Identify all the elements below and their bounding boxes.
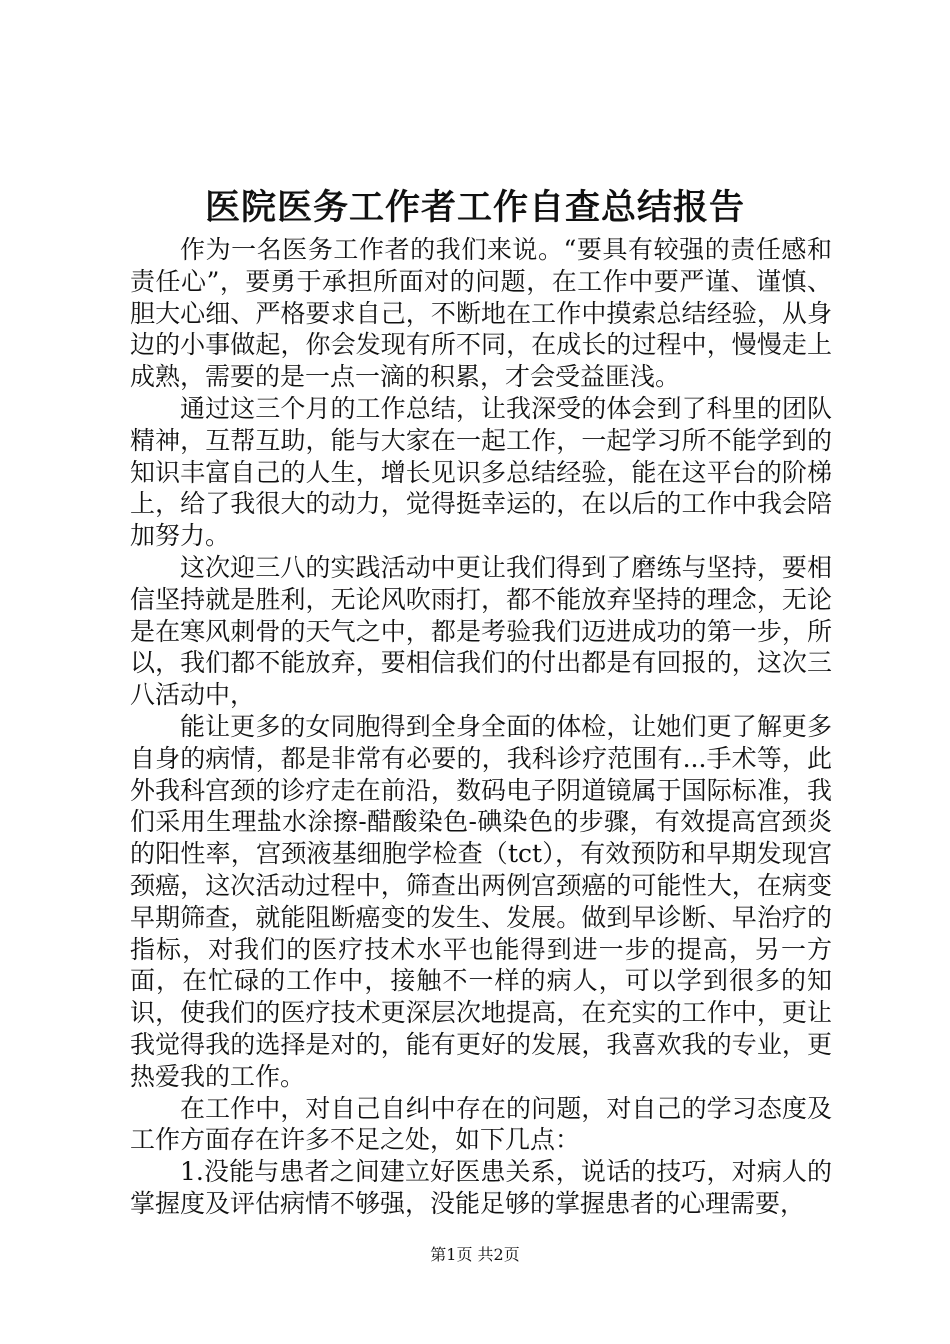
document-title: 医院医务工作者工作自查总结报告	[204, 187, 745, 228]
page-number-footer: 第1页 共2页	[430, 1245, 520, 1264]
paragraph-2: 通过这三个月的工作总结，让我深受的体会到了科里的团队精神，互帮互助，能与大家在一起工作，一起学习所不能学到的知识丰富自己的人生，增长见识多总结经验，能在这平台的阶梯上，给了我很大的动力，觉得挺幸运的，在以后的工作中我会陪加努力。	[130, 393, 832, 551]
paragraph-3: 这次迎三八的实践活动中更让我们得到了磨练与坚持，要相信坚持就是胜利，无论风吹雨打，都不能放弃坚持的理念，无论是在寒风刺骨的天气之中，都是考验我们迈进成功的第一步，所以，我们都不能放弃，要相信我们的付出都是有回报的，这次三八活动中，	[130, 552, 832, 710]
paragraph-5: 在工作中，对自己自纠中存在的问题，对自己的学习态度及工作方面存在许多不足之处，如下几点：	[130, 1093, 832, 1155]
paragraph-4: 能让更多的女同胞得到全身全面的体检，让她们更了解更多自身的病情，都是非常有必要的，我科诊疗范围有...手术等，此外我科宫颈的诊疗走在前沿，数码电子阴道镜属于国际标准，我们采用生理盐水涂擦-醋酸染色-碘染色的步骤，有效提高宫颈炎的阳性率，宫颈液基细胞学检查（tct），有效预防和早期发现宫颈癌，这次活动过程中，筛查出两例宫颈癌的可能性大，在病变早期筛查，就能阻断癌变的发生、发展。做到早诊断、早治疗的指标，对我们的医疗技术水平也能得到进一步的提高，另一方面，在忙碌的工作中，接触不一样的病人，可以学到很多的知识，使我们的医疗技术更深层次地提高，在充实的工作中，更让我觉得我的选择是对的，能有更好的发展，我喜欢我的专业，更热爱我的工作。	[130, 711, 832, 1091]
paragraph-1: 作为一名医务工作者的我们来说。“要具有较强的责任感和责任心”，要勇于承担所面对的问题，在工作中要严谨、谨慎、胆大心细、严格要求自己，不断地在工作中摸索总结经验，从身边的小事做起，你会发现有所不同，在成长的过程中，慢慢走上成熟，需要的是一点一滴的积累，才会受益匪浅。	[130, 235, 832, 392]
document-body	[130, 234, 832, 1220]
paragraph-6: 1.没能与患者之间建立好医患关系，说话的技巧，对病人的掌握度及评估病情不够强，没能足够的掌握患者的心理需要，	[130, 1157, 832, 1218]
